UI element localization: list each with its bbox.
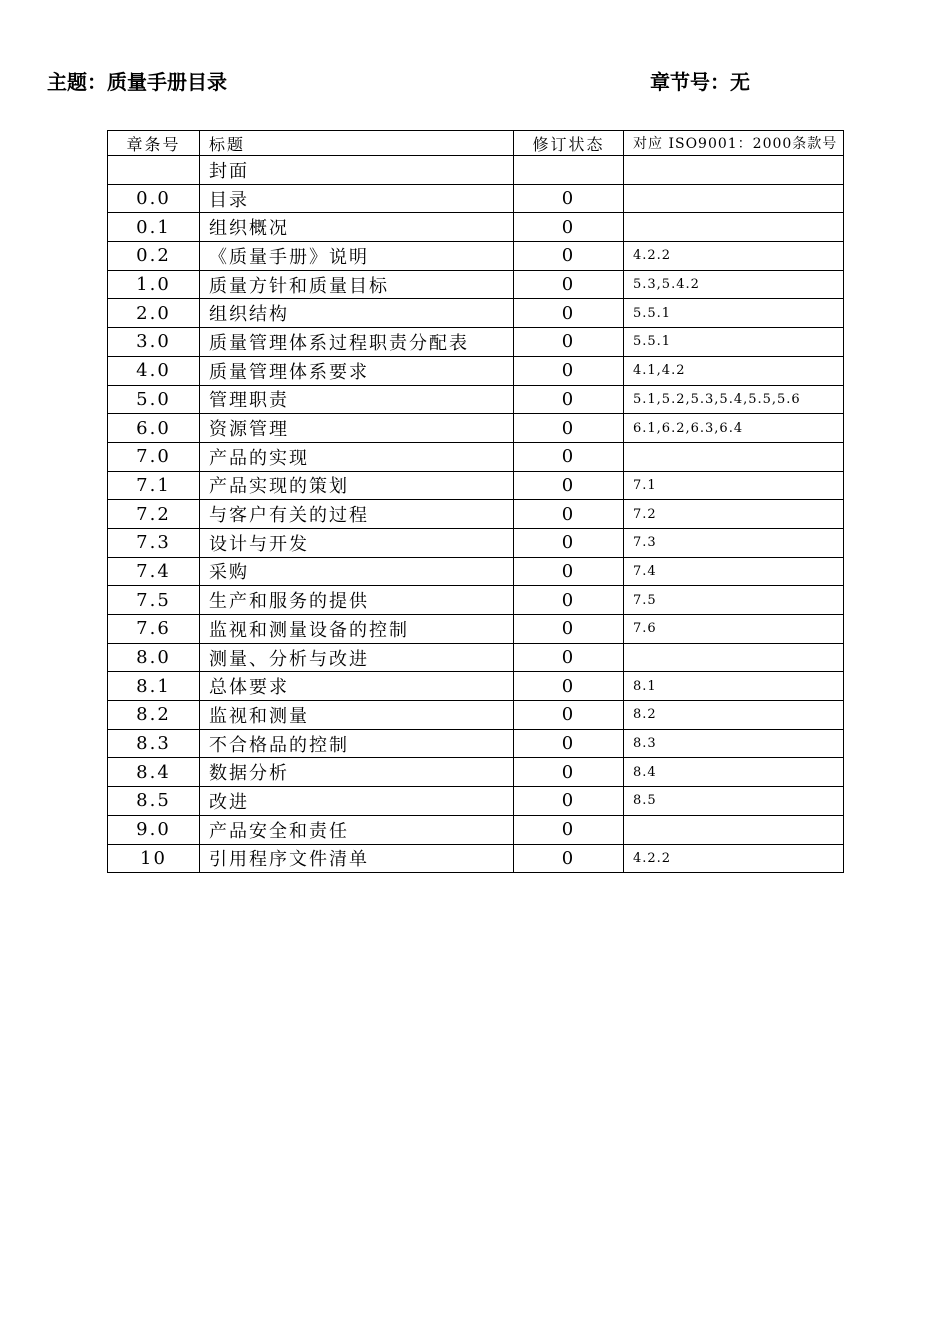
iso-clause-cell: 4.1,4.2 — [624, 356, 844, 385]
chapter-number-cell: 1.0 — [108, 270, 200, 299]
chapter-number-cell: 8.0 — [108, 643, 200, 672]
title-cell: 资源管理 — [200, 414, 514, 443]
chapter-number-cell: 2.0 — [108, 299, 200, 328]
title-cell: 《质量手册》说明 — [200, 242, 514, 271]
chapter-number-cell: 7.1 — [108, 471, 200, 500]
iso-clause-cell: 8.5 — [624, 787, 844, 816]
table-row — [108, 270, 844, 299]
chapter-number-cell: 3.0 — [108, 328, 200, 357]
title-cell: 监视和测量 — [200, 701, 514, 730]
revision-status-cell: 0 — [514, 586, 624, 615]
table-row — [108, 356, 844, 385]
revision-status-cell: 0 — [514, 414, 624, 443]
chapter-number-cell: 8.4 — [108, 758, 200, 787]
table-row — [108, 299, 844, 328]
chapter-number-cell: 8.3 — [108, 729, 200, 758]
table-body — [108, 156, 844, 873]
iso-clause-cell: 7.5 — [624, 586, 844, 615]
revision-status-cell: 0 — [514, 328, 624, 357]
title-cell: 产品的实现 — [200, 442, 514, 471]
iso-clause-cell: 8.2 — [624, 701, 844, 730]
iso-clause-cell — [624, 213, 844, 242]
iso-clause-cell — [624, 815, 844, 844]
iso-clause-cell: 7.4 — [624, 557, 844, 586]
revision-status-cell — [514, 156, 624, 185]
table-row — [108, 500, 844, 529]
iso-clause-cell — [624, 643, 844, 672]
table-row — [108, 643, 844, 672]
table-row — [108, 156, 844, 185]
table-row — [108, 184, 844, 213]
revision-status-cell: 0 — [514, 356, 624, 385]
title-cell: 与客户有关的过程 — [200, 500, 514, 529]
title-cell: 不合格品的控制 — [200, 729, 514, 758]
table-row — [108, 414, 844, 443]
revision-status-cell: 0 — [514, 270, 624, 299]
document-subject: 主题：质量手册目录 — [47, 70, 227, 94]
revision-status-cell: 0 — [514, 672, 624, 701]
revision-status-cell: 0 — [514, 615, 624, 644]
chapter-number-cell — [108, 156, 200, 185]
iso-clause-cell: 8.3 — [624, 729, 844, 758]
title-cell: 封面 — [200, 156, 514, 185]
revision-status-cell: 0 — [514, 471, 624, 500]
title-cell: 组织结构 — [200, 299, 514, 328]
title-cell: 质量方针和质量目标 — [200, 270, 514, 299]
iso-clause-cell: 7.3 — [624, 528, 844, 557]
chapter-number-cell: 8.2 — [108, 701, 200, 730]
revision-status-cell: 0 — [514, 643, 624, 672]
table-header-row — [108, 131, 844, 156]
chapter-number-cell: 7.5 — [108, 586, 200, 615]
title-cell: 采购 — [200, 557, 514, 586]
chapter-number-cell: 8.5 — [108, 787, 200, 816]
revision-status-cell: 0 — [514, 758, 624, 787]
revision-status-cell: 0 — [514, 500, 624, 529]
iso-clause-cell: 8.1 — [624, 672, 844, 701]
revision-status-cell: 0 — [514, 701, 624, 730]
chapter-number-cell: 7.3 — [108, 528, 200, 557]
title-cell: 生产和服务的提供 — [200, 586, 514, 615]
revision-status-cell: 0 — [514, 815, 624, 844]
table-row — [108, 615, 844, 644]
title-cell: 测量、分析与改进 — [200, 643, 514, 672]
iso-clause-cell: 7.2 — [624, 500, 844, 529]
table-row — [108, 672, 844, 701]
title-cell: 质量管理体系要求 — [200, 356, 514, 385]
column-header-iso-clause: 对应 ISO9001：2000条款号 — [624, 131, 844, 156]
revision-status-cell: 0 — [514, 242, 624, 271]
title-cell: 数据分析 — [200, 758, 514, 787]
chapter-number-cell: 7.2 — [108, 500, 200, 529]
chapter-number-cell: 9.0 — [108, 815, 200, 844]
title-cell: 质量管理体系过程职责分配表 — [200, 328, 514, 357]
revision-status-cell: 0 — [514, 528, 624, 557]
iso-clause-cell: 8.4 — [624, 758, 844, 787]
title-cell: 设计与开发 — [200, 528, 514, 557]
iso-clause-cell: 4.2.2 — [624, 242, 844, 271]
table-row — [108, 586, 844, 615]
revision-status-cell: 0 — [514, 385, 624, 414]
title-cell: 监视和测量设备的控制 — [200, 615, 514, 644]
chapter-number-cell: 7.6 — [108, 615, 200, 644]
iso-clause-cell: 6.1,6.2,6.3,6.4 — [624, 414, 844, 443]
table-row — [108, 471, 844, 500]
chapter-number-cell: 6.0 — [108, 414, 200, 443]
iso-clause-cell: 7.1 — [624, 471, 844, 500]
iso-clause-cell: 5.3,5.4.2 — [624, 270, 844, 299]
chapter-number-cell: 8.1 — [108, 672, 200, 701]
table-row — [108, 528, 844, 557]
chapter-number-cell: 10 — [108, 844, 200, 873]
chapter-number-cell: 0.0 — [108, 184, 200, 213]
manual-contents-table — [107, 130, 844, 873]
chapter-number-cell: 5.0 — [108, 385, 200, 414]
chapter-number-cell: 7.4 — [108, 557, 200, 586]
chapter-number: 章节号：无 — [650, 70, 750, 94]
title-cell: 管理职责 — [200, 385, 514, 414]
table-row — [108, 758, 844, 787]
iso-clause-cell: 5.5.1 — [624, 328, 844, 357]
title-cell: 改进 — [200, 787, 514, 816]
chapter-number-cell: 7.0 — [108, 442, 200, 471]
revision-status-cell: 0 — [514, 557, 624, 586]
title-cell: 产品安全和责任 — [200, 815, 514, 844]
table-row — [108, 844, 844, 873]
title-cell: 目录 — [200, 184, 514, 213]
iso-clause-cell — [624, 442, 844, 471]
table-row — [108, 242, 844, 271]
revision-status-cell: 0 — [514, 787, 624, 816]
iso-clause-cell: 5.5.1 — [624, 299, 844, 328]
revision-status-cell: 0 — [514, 299, 624, 328]
chapter-number-cell: 4.0 — [108, 356, 200, 385]
column-header-title: 标题 — [200, 131, 514, 156]
iso-clause-cell: 5.1,5.2,5.3,5.4,5.5,5.6 — [624, 385, 844, 414]
revision-status-cell: 0 — [514, 184, 624, 213]
table-row — [108, 729, 844, 758]
title-cell: 总体要求 — [200, 672, 514, 701]
iso-clause-cell: 4.2.2 — [624, 844, 844, 873]
iso-clause-cell — [624, 184, 844, 213]
iso-clause-cell — [624, 156, 844, 185]
column-header-chapter-number: 章条号 — [108, 131, 200, 156]
table-row — [108, 787, 844, 816]
title-cell: 产品实现的策划 — [200, 471, 514, 500]
table-row — [108, 328, 844, 357]
table-row — [108, 442, 844, 471]
revision-status-cell: 0 — [514, 844, 624, 873]
revision-status-cell: 0 — [514, 729, 624, 758]
chapter-number-cell: 0.1 — [108, 213, 200, 242]
title-cell: 组织概况 — [200, 213, 514, 242]
revision-status-cell: 0 — [514, 442, 624, 471]
column-header-revision-status: 修订状态 — [514, 131, 624, 156]
iso-clause-cell: 7.6 — [624, 615, 844, 644]
table-row — [108, 815, 844, 844]
table-row — [108, 385, 844, 414]
table-row — [108, 701, 844, 730]
table-row — [108, 557, 844, 586]
revision-status-cell: 0 — [514, 213, 624, 242]
table-row — [108, 213, 844, 242]
title-cell: 引用程序文件清单 — [200, 844, 514, 873]
chapter-number-cell: 0.2 — [108, 242, 200, 271]
